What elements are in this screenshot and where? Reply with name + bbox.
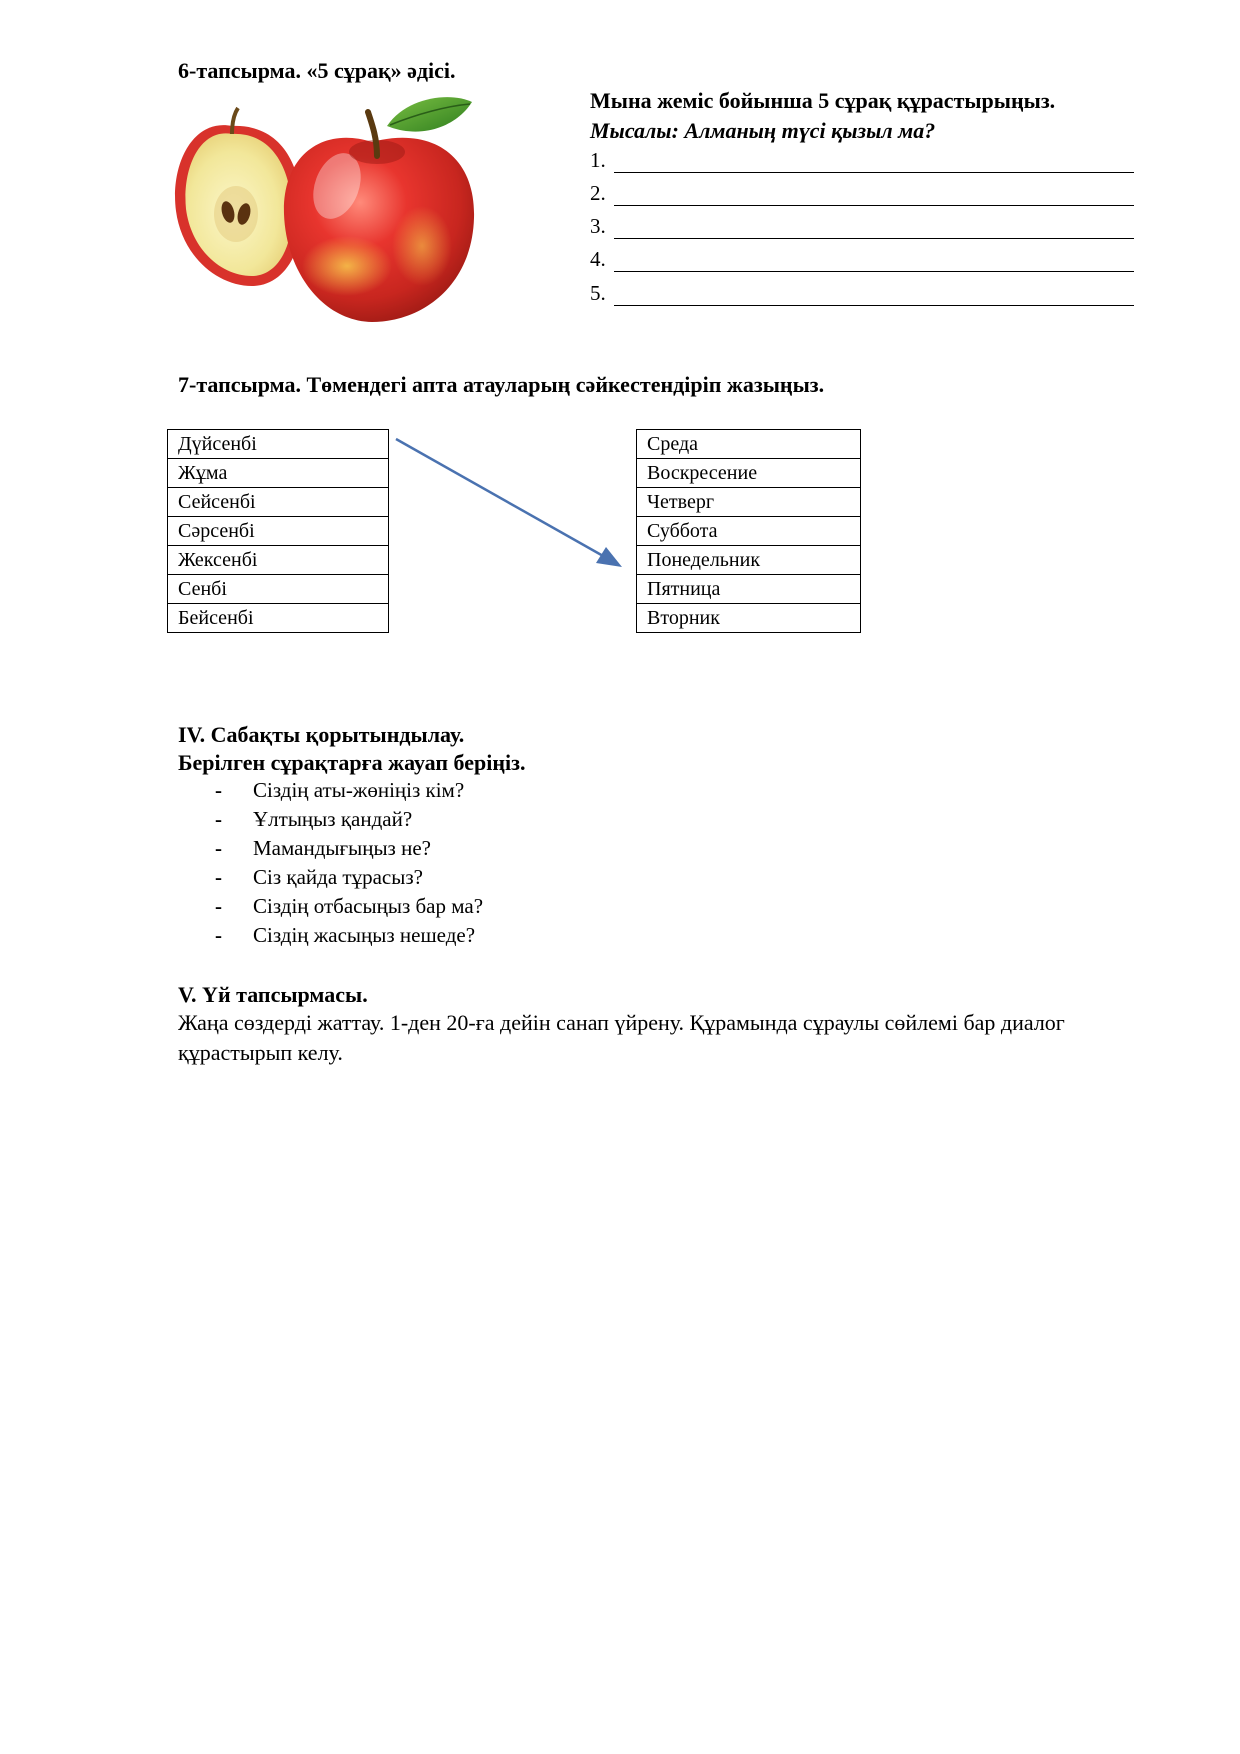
kazakh-day-cell[interactable]: Сәрсенбі xyxy=(168,517,389,546)
list-item xyxy=(215,863,483,892)
question-list xyxy=(215,776,483,950)
bullet-dash: - xyxy=(215,778,222,802)
kazakh-day-cell[interactable]: Бейсенбі xyxy=(168,604,389,633)
russian-day-cell[interactable]: Понедельник xyxy=(637,546,861,575)
russian-day-cell[interactable]: Суббота xyxy=(637,517,861,546)
answer-line-number: 1. xyxy=(590,148,606,172)
question-text: Сіз қайда тұрасыз? xyxy=(253,865,423,889)
answer-line-number: 3. xyxy=(590,214,606,238)
answer-line-5[interactable] xyxy=(590,281,1134,311)
task6-instruction: Мына жеміс бойынша 5 сұрақ құрастырыңыз. xyxy=(590,88,1056,113)
answer-line-number: 4. xyxy=(590,247,606,271)
russian-day-cell[interactable]: Пятница xyxy=(637,575,861,604)
task7-title: 7-тапсырма. Төмендегі апта атауларың сәйкестендіріп жазыңыз. xyxy=(178,372,825,397)
russian-day-cell[interactable]: Среда xyxy=(637,430,861,459)
whole-apple-icon xyxy=(284,97,474,322)
bullet-dash: - xyxy=(215,865,222,889)
list-item xyxy=(215,834,483,863)
russian-day-cell[interactable]: Вторник xyxy=(637,604,861,633)
match-arrow-icon xyxy=(390,435,630,575)
russian-day-cell[interactable]: Четверг xyxy=(637,488,861,517)
kazakh-day-cell[interactable]: Дүйсенбі xyxy=(168,430,389,459)
bullet-dash: - xyxy=(215,807,222,831)
bullet-dash: - xyxy=(215,836,222,860)
kazakh-days-table xyxy=(167,429,389,633)
question-text: Сіздің аты-жөніңіз кім? xyxy=(253,778,465,802)
apple-illustration xyxy=(172,96,498,328)
list-item xyxy=(215,921,483,950)
task6-example: Мысалы: Алманың түсі қызыл ма? xyxy=(590,118,936,143)
question-text: Мамандығыңыз не? xyxy=(253,836,431,860)
section4-subtitle: Берілген сұрақтарға жауап беріңіз. xyxy=(178,750,526,775)
kazakh-day-cell[interactable]: Жұма xyxy=(168,459,389,488)
question-text: Ұлтыңыз қандай? xyxy=(253,807,413,831)
kazakh-day-cell[interactable]: Сенбі xyxy=(168,575,389,604)
task6-title: 6-тапсырма. «5 сұрақ» әдісі. xyxy=(178,58,456,83)
answer-line-number: 2. xyxy=(590,181,606,205)
russian-day-cell[interactable]: Воскресение xyxy=(637,459,861,488)
answer-line-3[interactable] xyxy=(590,214,1134,244)
answer-line-1[interactable] xyxy=(590,148,1134,178)
answer-line-4[interactable] xyxy=(590,247,1134,277)
answer-line-2[interactable] xyxy=(590,181,1134,211)
bullet-dash: - xyxy=(215,923,222,947)
list-item xyxy=(215,892,483,921)
question-text: Сіздің отбасыңыз бар ма? xyxy=(253,894,484,918)
list-item xyxy=(215,776,483,805)
section4-title: IV. Сабақты қорытындылау. xyxy=(178,722,465,747)
bullet-dash: - xyxy=(215,894,222,918)
russian-days-table xyxy=(636,429,861,633)
section5-title: V. Үй тапсырмасы. xyxy=(178,982,368,1007)
list-item xyxy=(215,805,483,834)
homework-text: Жаңа сөздерді жаттау. 1-ден 20-ға дейін санап үйрену. Құрамында сұраулы сөйлемі бар диалог құрастырып келу. xyxy=(178,1010,1065,1065)
answer-line-number: 5. xyxy=(590,281,606,305)
kazakh-day-cell[interactable]: Сейсенбі xyxy=(168,488,389,517)
kazakh-day-cell[interactable]: Жексенбі xyxy=(168,546,389,575)
question-text: Сіздің жасыңыз нешеде? xyxy=(253,923,476,947)
half-apple-icon xyxy=(175,108,302,286)
